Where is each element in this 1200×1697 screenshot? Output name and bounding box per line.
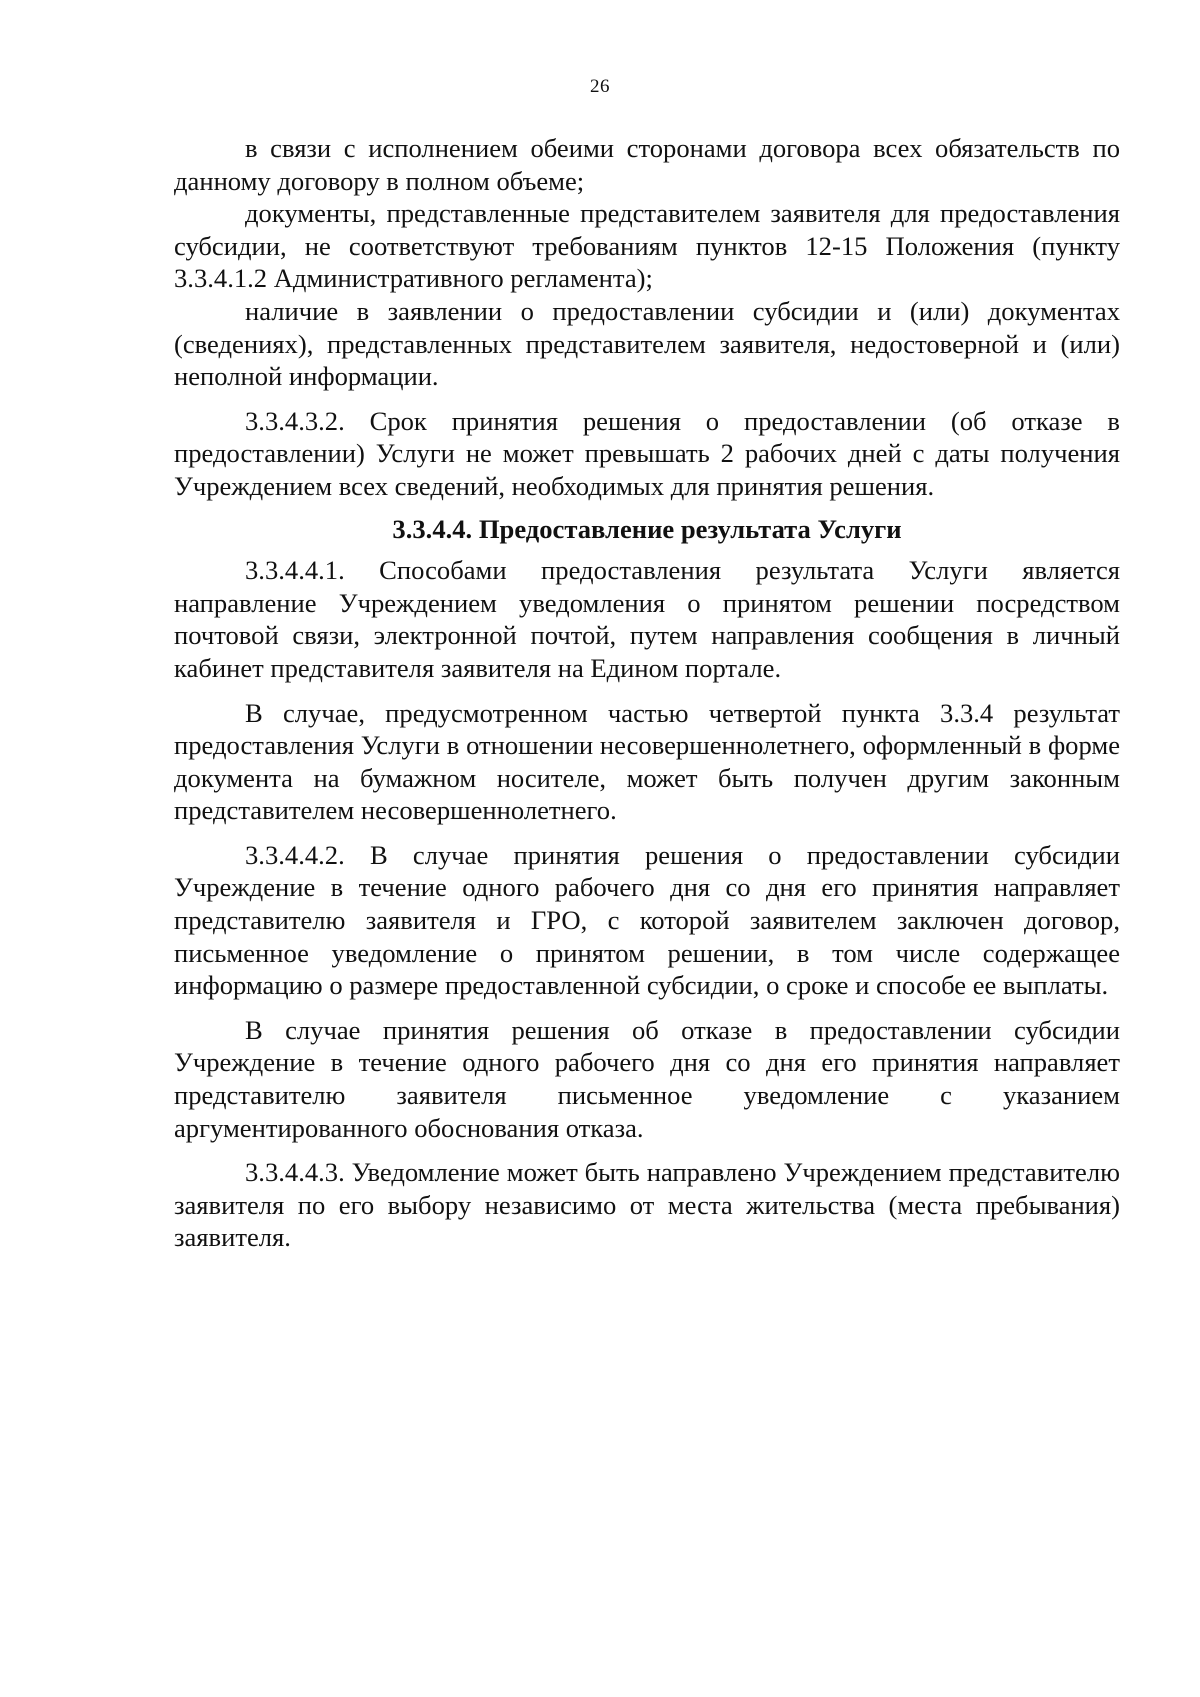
paragraph: в связи с исполнением обеими сторонами договора всех обязательств по данному договору в полном объеме; [174,133,1120,196]
page-number: 26 [590,76,610,97]
paragraph: В случае принятия решения об отказе в предоставлении субсидии Учреждение в течение одного рабочего дня со дня его принятия направляет представителю заявителя письменное уведомление с указанием аргументированного обоснования отказа. [174,1014,1120,1143]
paragraph: 3.3.4.3.2. Срок принятия решения о предоставлении (об отказе в предоставлении) Услуги не может превышать 2 рабочих дней с даты получения Учреждением всех сведений, необходимых для принятия решения. [174,405,1120,501]
paragraph: 3.3.4.4.1. Способами предоставления результата Услуги является направление Учреждением уведомления о принятом решении посредством почтовой связи, электронной почтой, путем направления сообщения в личный кабинет представителя заявителя на Едином портале. [174,555,1120,683]
paragraph: 3.3.4.4.2. В случае принятия решения о предоставлении субсидии Учреждение в течение одного рабочего дня со дня его принятия направляет представителю заявителя и ГРО, с которой заявителем заключен договор, письменное уведомление о принятом решении, в том числе содержащее информацию о размере предоставленной субсидии, о сроке и способе ее выплаты. [174,839,1120,1001]
paragraph: 3.3.4.4.3. Уведомление может быть направлено Учреждением представителю заявителя по его выбору независимо от места жительства (места пребывания) заявителя. [174,1157,1120,1253]
paragraph: документы, представленные представителем заявителя для предоставления субсидии, не соответствуют требованиям пунктов 12-15 Положения (пункту 3.3.4.1.2 Административного регламента); [174,198,1120,294]
paragraph: В случае, предусмотренном частью четвертой пункта 3.3.4 результат предоставления Услуги в отношении несовершеннолетнего, оформленный в форме документа на бумажном носителе, может быть получен другим законным представителем несовершеннолетнего. [174,697,1120,826]
document-body [174,132,1120,1254]
section-heading: 3.3.4.4. Предоставление результата Услуги [392,513,902,544]
paragraph: наличие в заявлении о предоставлении субсидии и (или) документах (сведениях), представленных представителем заявителя, недостоверной и (или) неполной информации. [174,295,1120,392]
